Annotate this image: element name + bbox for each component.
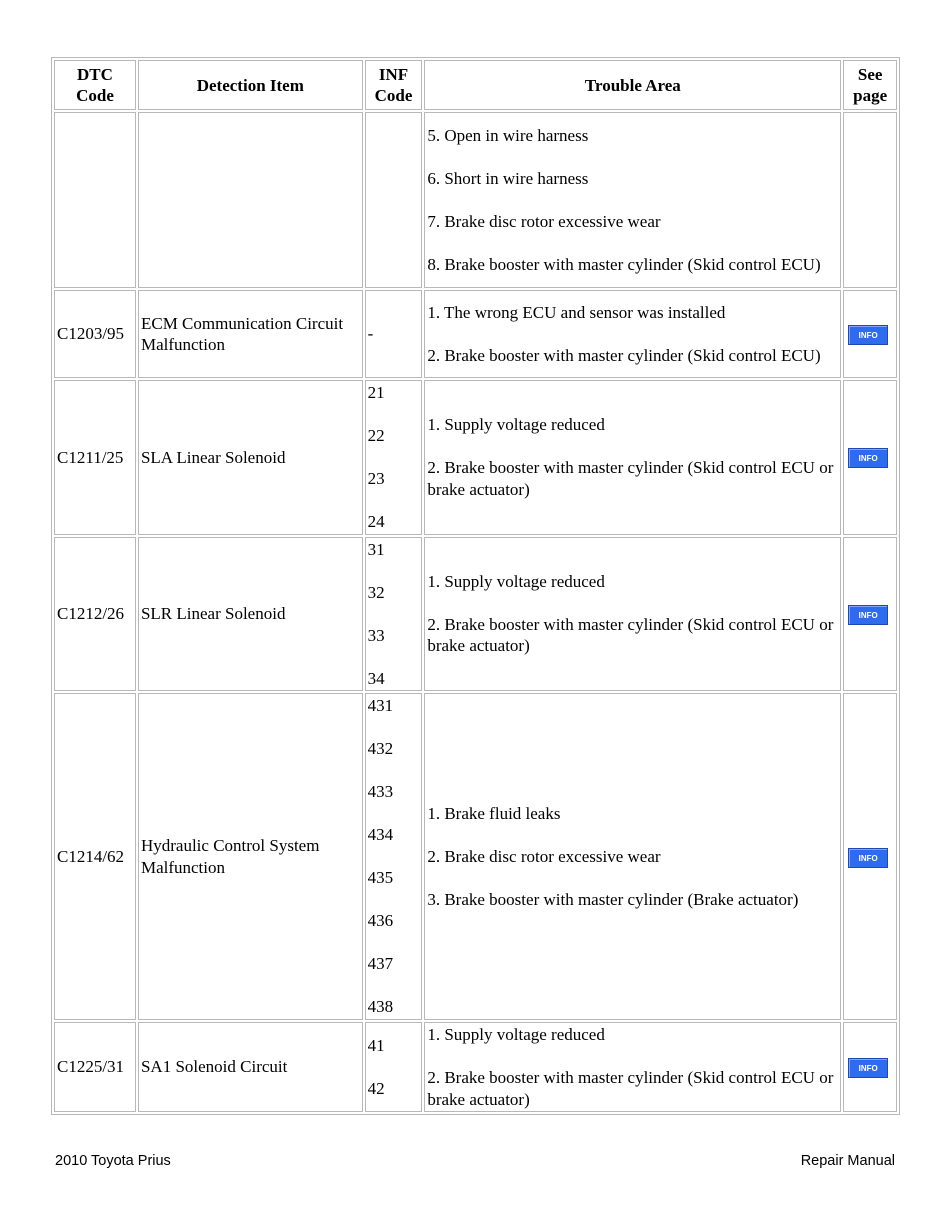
see-page-cell xyxy=(843,537,897,692)
detection-item-cell: Hydraulic Control System Malfunction xyxy=(138,693,363,1020)
trouble-area-cell xyxy=(424,380,841,535)
trouble-area-cell xyxy=(424,693,841,1020)
inf-code: 437 xyxy=(367,954,394,974)
dtc-code-cell: C1214/62 xyxy=(54,693,136,1020)
inf-code-cell xyxy=(365,537,423,692)
header-detection-item: Detection Item xyxy=(138,60,363,110)
inf-code: 21 xyxy=(367,383,385,402)
header-inf-code: INF Code xyxy=(365,60,423,110)
trouble-area-item: 2. Brake booster with master cylinder (Skid control ECU or brake actuator) xyxy=(427,458,834,499)
see-page-cell xyxy=(843,693,897,1020)
footer-manual-title: Repair Manual xyxy=(800,1153,895,1169)
inf-code: 24 xyxy=(367,512,385,531)
table-header-row xyxy=(54,60,897,110)
trouble-area-item: 2. Brake disc rotor excessive wear xyxy=(427,846,661,866)
trouble-area-item: 2. Brake booster with master cylinder (Skid control ECU) xyxy=(427,345,821,365)
see-page-cell xyxy=(843,290,897,378)
inf-code-cell xyxy=(365,112,423,288)
header-trouble-area: Trouble Area xyxy=(424,60,841,110)
trouble-area-item: 8. Brake booster with master cylinder (Skid control ECU) xyxy=(427,254,821,274)
header-see-page: See page xyxy=(843,60,897,110)
trouble-area-item: 1. Supply voltage reduced xyxy=(427,571,605,591)
info-link-button[interactable]: INFO xyxy=(848,448,888,468)
trouble-area-cell xyxy=(424,112,841,288)
inf-code: 42 xyxy=(367,1078,385,1098)
see-page-cell xyxy=(843,112,897,288)
dtc-code-cell: C1225/31 xyxy=(54,1022,136,1112)
info-link-button[interactable]: INFO xyxy=(848,848,888,868)
inf-code-cell xyxy=(365,693,423,1020)
inf-code: 431 xyxy=(367,696,394,716)
trouble-area-item: 3. Brake booster with master cylinder (Brake actuator) xyxy=(427,889,799,909)
see-page-cell xyxy=(843,1022,897,1112)
detection-item-cell xyxy=(138,112,363,288)
footer-vehicle: 2010 Toyota Prius xyxy=(55,1153,171,1169)
inf-code: 34 xyxy=(367,668,385,688)
dtc-table xyxy=(51,57,900,1115)
info-link-button[interactable]: INFO xyxy=(848,325,888,345)
detection-item-cell: SLA Linear Solenoid xyxy=(138,380,363,535)
table-row xyxy=(54,693,897,1020)
table-row xyxy=(54,112,897,288)
inf-code: - xyxy=(367,324,374,344)
inf-code: 432 xyxy=(367,739,394,759)
info-link-button[interactable]: INFO xyxy=(848,1058,888,1078)
trouble-area-cell xyxy=(424,290,841,378)
trouble-area-cell xyxy=(424,1022,841,1112)
detection-item-cell: ECM Communication Circuit Malfunction xyxy=(138,290,363,378)
trouble-area-item: 5. Open in wire harness xyxy=(427,125,589,145)
detection-item-cell: SA1 Solenoid Circuit xyxy=(138,1022,363,1112)
inf-code: 434 xyxy=(367,825,394,845)
trouble-area-cell xyxy=(424,537,841,692)
table-row xyxy=(54,380,897,535)
see-page-cell xyxy=(843,380,897,535)
trouble-area-item: 7. Brake disc rotor excessive wear xyxy=(427,211,661,231)
inf-code: 438 xyxy=(367,997,394,1017)
detection-item-cell: SLR Linear Solenoid xyxy=(138,537,363,692)
trouble-area-item: 1. Brake fluid leaks xyxy=(427,803,561,823)
inf-code: 436 xyxy=(367,911,394,931)
trouble-area-item: 1. The wrong ECU and sensor was installed xyxy=(427,302,726,322)
inf-code: 22 xyxy=(367,426,385,445)
inf-code-cell xyxy=(365,290,423,378)
dtc-code-cell: C1211/25 xyxy=(54,380,136,535)
inf-code: 32 xyxy=(367,582,385,602)
trouble-area-item: 6. Short in wire harness xyxy=(427,168,589,188)
table-row xyxy=(54,1022,897,1112)
inf-code: 435 xyxy=(367,868,394,888)
info-link-button[interactable]: INFO xyxy=(848,605,888,625)
table-row xyxy=(54,290,897,378)
header-dtc-code: DTC Code xyxy=(54,60,136,110)
trouble-area-item: 2. Brake booster with master cylinder (Skid control ECU or brake actuator) xyxy=(427,614,834,656)
dtc-code-cell: C1203/95 xyxy=(54,290,136,378)
trouble-area-item: 1. Supply voltage reduced xyxy=(427,415,605,435)
inf-code: 33 xyxy=(367,625,385,645)
inf-code: 41 xyxy=(367,1035,385,1055)
inf-code-cell xyxy=(365,380,423,535)
table-body xyxy=(54,112,897,1112)
inf-code: 23 xyxy=(367,469,385,488)
dtc-code-cell: C1212/26 xyxy=(54,537,136,692)
inf-code: 433 xyxy=(367,782,394,802)
inf-code-cell xyxy=(365,1022,423,1112)
inf-code: 31 xyxy=(367,539,385,559)
dtc-code-cell xyxy=(54,112,136,288)
trouble-area-item: 1. Supply voltage reduced xyxy=(427,1025,605,1044)
table-row xyxy=(54,537,897,692)
trouble-area-item: 2. Brake booster with master cylinder (Skid control ECU or brake actuator) xyxy=(427,1068,834,1109)
